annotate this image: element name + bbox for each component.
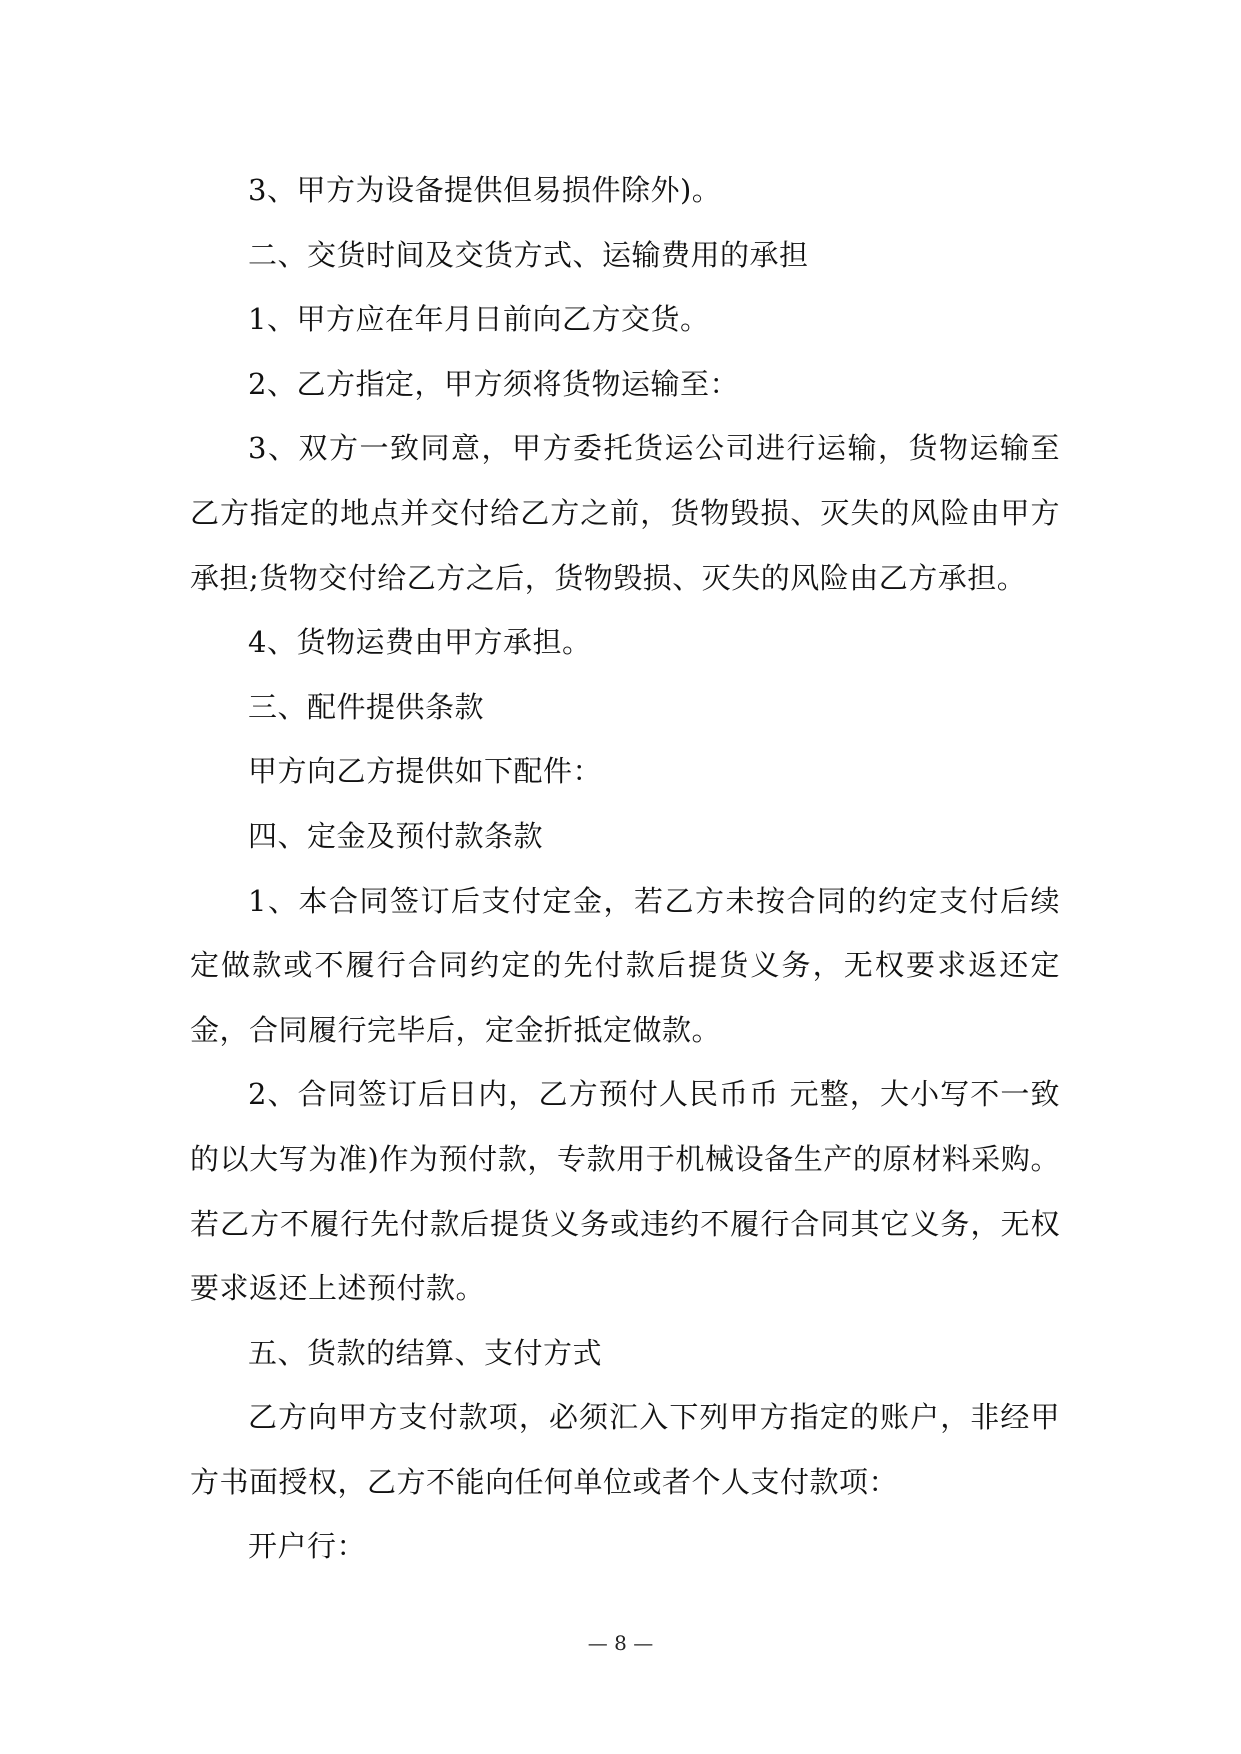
paragraph-parts: 甲方向乙方提供如下配件： (248, 754, 603, 789)
section-heading-2: 二、交货时间及交货方式、运输费用的承担 (248, 237, 809, 272)
paragraph-freight-cost: 4、货物运费由甲方承担。 (248, 625, 592, 660)
paragraph-delivery-3: 3、甲方为设备提供但易损件除外)。 (248, 173, 722, 207)
section-heading-4: 四、定金及预付款条款 (248, 818, 544, 853)
section-heading-3: 三、配件提供条款 (248, 689, 485, 724)
section-heading-5: 五、货款的结算、支付方式 (248, 1335, 603, 1370)
paragraph-delivery-time: 1、甲方应在年月日前向乙方交货。 (248, 302, 710, 337)
paragraph-prepayment: 2、合同签订后日内，乙方预付人民币币 元整，大小写不一致的以大写为准)作为预付款，专款用于机械设备生产的原材料采购。若乙方不履行先付款后提货义务或违约不履行合同其它义务，无权要求返还上述预付款。 (190, 1077, 1060, 1306)
paragraph-bank: 开户行： (248, 1529, 367, 1564)
page-number: — 8 — (587, 1631, 654, 1655)
paragraph-deposit: 1、本合同签订后支付定金，若乙方未按合同的约定支付后续定做款或不履行合同约定的先付款后提货义务，无权要求返还定金，合同履行完毕后，定金折抵定做款。 (190, 883, 1060, 1047)
paragraph-delivery-destination: 2、乙方指定，甲方须将货物运输至： (248, 366, 739, 401)
paragraph-transport-risk: 3、双方一致同意，甲方委托货运公司进行运输，货物运输至乙方指定的地点并交付给乙方之前，货物毁损、灭失的风险由甲方承担;货物交付给乙方之后，货物毁损、灭失的风险由乙方承担。 (190, 431, 1060, 595)
document-body (190, 158, 1060, 1579)
paragraph-payment-account: 乙方向甲方支付款项，必须汇入下列甲方指定的账户，非经甲方书面授权，乙方不能向任何单位或者个人支付款项： (190, 1400, 1060, 1499)
